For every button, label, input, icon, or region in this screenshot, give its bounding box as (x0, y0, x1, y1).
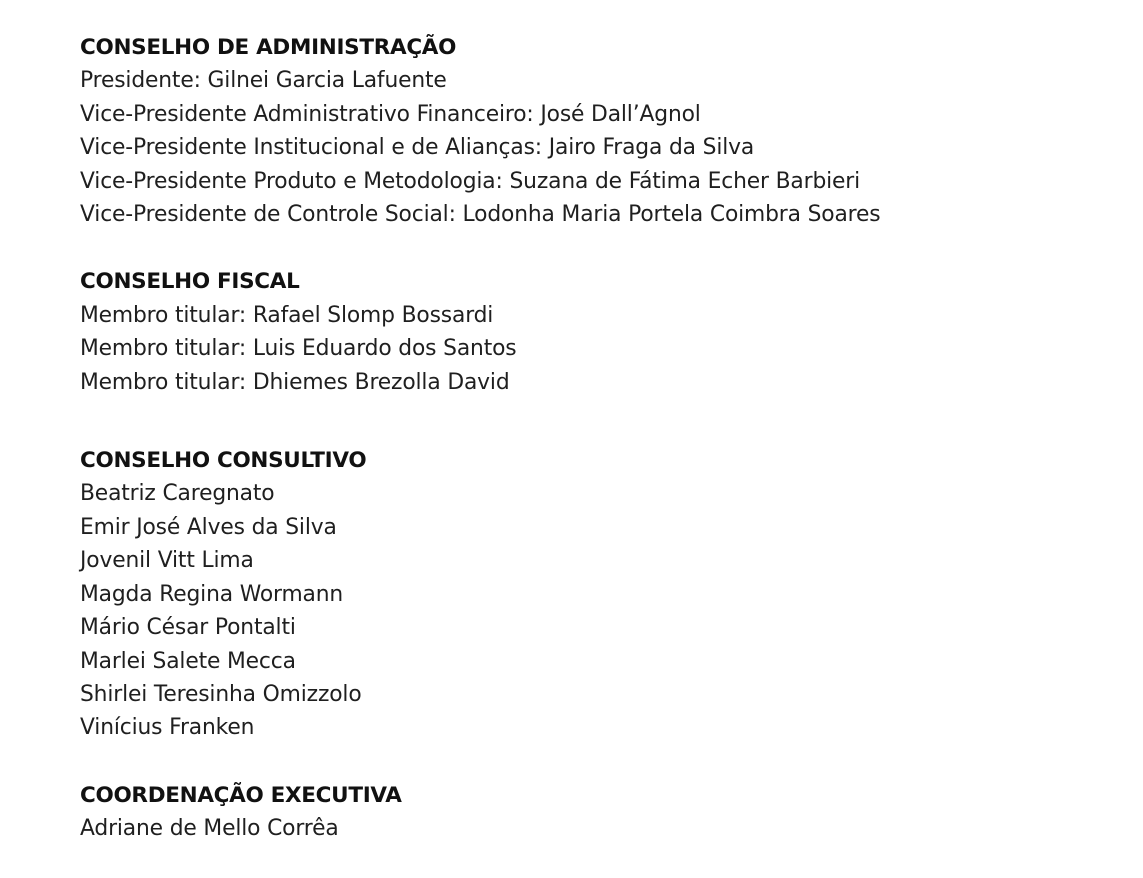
list-item: Membro titular: Luis Eduardo dos Santos (80, 336, 517, 362)
list-item: Adriane de Mello Corrêa (80, 816, 339, 842)
section-conselho-consultivo (80, 444, 1120, 745)
list-item: Mário César Pontalti (80, 615, 296, 641)
list-item: Vice-Presidente Institucional e de Alianças: Jairo Fraga da Silva (80, 135, 755, 161)
list-item: Vice-Presidente Produto e Metodologia: Suzana de Fátima Echer Barbieri (80, 168, 861, 194)
list-item: Membro titular: Rafael Slomp Bossardi (80, 302, 494, 328)
list-item: Magda Regina Wormann (80, 581, 344, 607)
section-title: CONSELHO CONSULTIVO (80, 448, 367, 474)
list-item: Vice-Presidente Administrativo Financeiro: José Dall’Agnol (80, 101, 701, 127)
list-item: Marlei Salete Mecca (80, 648, 296, 674)
document-body (80, 31, 1120, 846)
section-title: CONSELHO DE ADMINISTRAÇÃO (80, 35, 457, 60)
list-item: Vice-Presidente de Controle Social: Lodonha Maria Portela Coimbra Soares (80, 202, 881, 228)
list-item: Beatriz Caregnato (80, 481, 275, 507)
list-item: Presidente: Gilnei Garcia Lafuente (80, 68, 447, 94)
list-item: Jovenil Vitt Lima (80, 548, 254, 574)
section-coordenacao-executiva (80, 779, 1120, 846)
list-item: Vinícius Franken (80, 715, 255, 741)
section-title: COORDENAÇÃO EXECUTIVA (80, 782, 402, 808)
list-item: Emir José Alves da Silva (80, 514, 337, 540)
section-conselho-fiscal (80, 265, 1120, 399)
list-item: Shirlei Teresinha Omizzolo (80, 681, 362, 707)
list-item: Membro titular: Dhiemes Brezolla David (80, 369, 510, 395)
section-conselho-de-administracao (80, 31, 1120, 231)
section-title: CONSELHO FISCAL (80, 269, 300, 295)
